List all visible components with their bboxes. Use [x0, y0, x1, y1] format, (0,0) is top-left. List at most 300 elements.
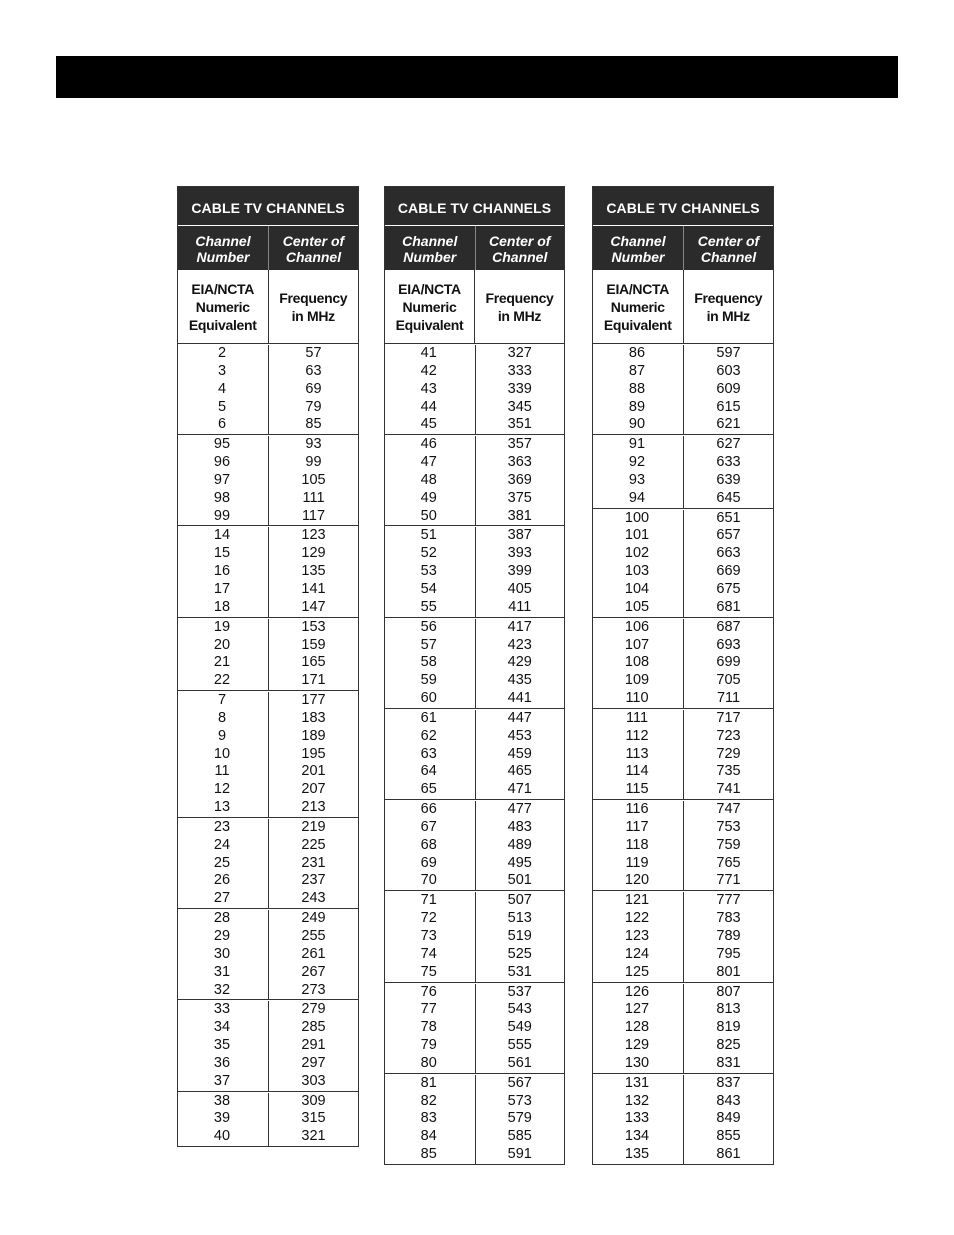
- table-row: [593, 563, 773, 581]
- frequency-cell: 783: [683, 910, 773, 928]
- channel-number-cell: 67: [420, 818, 437, 835]
- frequency-cell: 555: [475, 1037, 565, 1055]
- channel-number-cell: 122: [624, 910, 650, 927]
- channel-number-cell: 86: [628, 345, 646, 361]
- table-row: [385, 946, 564, 964]
- table-row: [385, 801, 564, 819]
- channel-number-cell: 23: [213, 818, 231, 835]
- frequency-cell: 327: [475, 345, 565, 363]
- frequency-cell: 477: [475, 801, 565, 819]
- channel-number-cell: 68: [420, 836, 437, 853]
- channel-number-cell: 116: [625, 801, 649, 818]
- table-row: [385, 964, 564, 982]
- frequency-cell: 303: [268, 1073, 358, 1091]
- frequency-cell: 591: [475, 1146, 565, 1164]
- frequency-cell: 357: [475, 436, 565, 454]
- table-row: [178, 563, 358, 581]
- table-row: [385, 454, 564, 472]
- channel-number-cell: 4: [217, 380, 227, 397]
- table-row: [385, 1037, 564, 1055]
- table-row: [385, 819, 564, 837]
- table-row: [593, 1146, 773, 1164]
- channel-number-cell: 7: [217, 692, 227, 709]
- channel-number-cell: 31: [213, 963, 231, 980]
- channel-number-cell: 47: [420, 454, 437, 471]
- channel-number-cell: 90: [628, 416, 646, 433]
- channel-number-cell: 134: [624, 1128, 650, 1145]
- frequency-cell: 381: [475, 508, 565, 526]
- table-row: [593, 454, 773, 472]
- frequency-cell: 831: [683, 1055, 773, 1073]
- channel-group: [385, 1074, 564, 1164]
- channel-number-cell: 35: [213, 1037, 231, 1054]
- frequency-cell: 519: [475, 928, 565, 946]
- table-title: CABLE TV CHANNELS: [385, 187, 564, 226]
- table-row: [178, 763, 358, 781]
- frequency-cell: 699: [683, 654, 773, 672]
- channel-number-cell: 80: [420, 1054, 437, 1071]
- channel-number-cell: 117: [625, 818, 649, 835]
- channel-number-cell: 21: [213, 654, 231, 671]
- frequency-cell: 489: [475, 837, 565, 855]
- table-row: [178, 545, 358, 563]
- table-row: [385, 363, 564, 381]
- channel-number-cell: 79: [420, 1037, 437, 1054]
- table-row: [385, 472, 564, 490]
- channel-number-cell: 64: [420, 763, 437, 780]
- table-row: [178, 599, 358, 617]
- frequency-cell: 435: [475, 672, 565, 690]
- frequency-cell: 663: [683, 545, 773, 563]
- table-row: [593, 1037, 773, 1055]
- table-row: [385, 690, 564, 708]
- table-row: [178, 710, 358, 728]
- channel-group: [178, 909, 358, 1000]
- frequency-cell: 837: [683, 1075, 773, 1093]
- table-row: [385, 1019, 564, 1037]
- frequency-cell: 573: [475, 1093, 565, 1111]
- channel-number-cell: 97: [213, 471, 231, 488]
- channel-number-cell: 34: [213, 1019, 231, 1036]
- channel-number-cell: 70: [420, 872, 437, 889]
- frequency-cell: 465: [475, 763, 565, 781]
- frequency-cell: 711: [683, 690, 773, 708]
- frequency-cell: 405: [475, 581, 565, 599]
- channel-group: [593, 709, 773, 800]
- channel-number-cell: 73: [420, 928, 437, 944]
- frequency-cell: 777: [683, 892, 773, 910]
- channel-number-cell: 11: [214, 763, 230, 780]
- table-row: [178, 692, 358, 710]
- frequency-cell: 759: [683, 837, 773, 855]
- table-row: [385, 527, 564, 545]
- channel-number-cell: 20: [213, 636, 231, 653]
- table-subheader: [593, 226, 773, 270]
- frequency-cell: 441: [475, 690, 565, 708]
- frequency-cell: 399: [475, 563, 565, 581]
- frequency-cell: 135: [268, 563, 358, 581]
- channel-number-cell: 94: [628, 489, 646, 506]
- frequency-cell: 243: [268, 890, 358, 908]
- frequency-cell: 531: [475, 964, 565, 982]
- table-row: [593, 837, 773, 855]
- channel-number-cell: 100: [624, 509, 650, 526]
- channel-number-cell: 42: [420, 362, 437, 379]
- channel-number-cell: 26: [213, 872, 231, 889]
- frequency-cell: 117: [268, 508, 358, 526]
- table-row: [178, 345, 358, 363]
- channel-number-cell: 50: [420, 507, 437, 524]
- table-row: [593, 1075, 773, 1093]
- frequency-cell: 279: [268, 1001, 358, 1019]
- table-row: [178, 1001, 358, 1019]
- frequency-cell: 507: [475, 892, 565, 910]
- frequency-cell: 339: [475, 381, 565, 399]
- eia-ncta-header: EIA/NCTA Numeric Equivalent: [603, 280, 672, 333]
- frequency-cell: 513: [475, 910, 565, 928]
- table-row: [385, 1001, 564, 1019]
- channel-number-cell: 102: [624, 545, 650, 562]
- frequency-cell: 225: [268, 837, 358, 855]
- channel-number-cell: 54: [420, 580, 437, 597]
- frequency-cell: 309: [268, 1093, 358, 1111]
- table-row: [385, 654, 564, 672]
- channel-number-cell: 99: [213, 507, 231, 524]
- frequency-cell: 693: [683, 637, 773, 655]
- channel-number-cell: 10: [213, 745, 231, 762]
- frequency-cell: 813: [683, 1001, 773, 1019]
- table-row: [385, 837, 564, 855]
- table-row: [385, 416, 564, 434]
- table-row: [593, 472, 773, 490]
- table-title: CABLE TV CHANNELS: [593, 187, 773, 226]
- frequency-cell: 297: [268, 1055, 358, 1073]
- frequency-cell: 567: [475, 1075, 565, 1093]
- channel-number-cell: 76: [420, 983, 437, 1000]
- table-row: [385, 599, 564, 617]
- channel-number-cell: 22: [213, 672, 231, 689]
- frequency-header: Frequency in MHz: [683, 270, 774, 343]
- table-row: [593, 728, 773, 746]
- table-row: [593, 928, 773, 946]
- channel-number-cell: 14: [213, 527, 231, 544]
- table-row: [593, 545, 773, 563]
- frequency-cell: 681: [683, 599, 773, 617]
- table-row: [593, 964, 773, 982]
- channel-number-cell: 32: [213, 981, 231, 998]
- frequency-cell: 189: [268, 728, 358, 746]
- channel-number-cell: 127: [624, 1001, 650, 1018]
- table-row: [178, 1093, 358, 1111]
- table-row: [178, 454, 358, 472]
- channel-number-cell: 2: [217, 345, 227, 361]
- channel-number-cell: 8: [217, 709, 227, 726]
- channel-number-cell: 77: [420, 1001, 437, 1018]
- frequency-cell: 669: [683, 563, 773, 581]
- frequency-cell: 411: [475, 599, 565, 617]
- channel-number-cell: 135: [624, 1146, 650, 1163]
- channel-number-cell: 12: [213, 781, 231, 798]
- channel-group: [178, 691, 358, 818]
- frequency-cell: 861: [683, 1146, 773, 1164]
- frequency-cell: 417: [475, 619, 565, 637]
- channel-number-cell: 85: [420, 1146, 437, 1163]
- frequency-cell: 609: [683, 381, 773, 399]
- table-row: [385, 619, 564, 637]
- channel-number-cell: 82: [420, 1092, 437, 1109]
- table-row: [178, 946, 358, 964]
- channel-number-cell: 17: [213, 580, 231, 597]
- frequency-cell: 675: [683, 581, 773, 599]
- table-row: [385, 436, 564, 454]
- channel-number-cell: 60: [420, 690, 437, 707]
- channel-number-cell: 46: [420, 436, 437, 453]
- channel-number-cell: 39: [213, 1110, 231, 1127]
- table-row: [385, 710, 564, 728]
- channel-group: [385, 526, 564, 617]
- table-row: [178, 781, 358, 799]
- frequency-cell: 153: [268, 619, 358, 637]
- channel-group: [178, 526, 358, 617]
- channel-number-cell: 33: [213, 1001, 231, 1018]
- channel-number-cell: 48: [420, 471, 437, 488]
- cable-table-3: [592, 186, 774, 1165]
- frequency-cell: 495: [475, 855, 565, 873]
- channel-number-cell: 96: [213, 454, 231, 471]
- table-row: [385, 746, 564, 764]
- table-row: [385, 1128, 564, 1146]
- table-row: [385, 563, 564, 581]
- channel-number-cell: 15: [213, 545, 231, 562]
- table-row: [593, 710, 773, 728]
- table-row: [593, 984, 773, 1002]
- frequency-cell: 267: [268, 964, 358, 982]
- frequency-cell: 483: [475, 819, 565, 837]
- eia-ncta-header: EIA/NCTA Numeric Equivalent: [188, 280, 257, 333]
- channel-number-cell: 106: [624, 618, 650, 635]
- table-row: [178, 490, 358, 508]
- channel-number-cell: 45: [420, 416, 437, 433]
- table-title: CABLE TV CHANNELS: [178, 187, 358, 226]
- frequency-cell: 123: [268, 527, 358, 545]
- frequency-cell: 111: [268, 490, 358, 508]
- channel-number-cell: 65: [420, 781, 437, 798]
- frequency-cell: 843: [683, 1093, 773, 1111]
- channel-number-cell: 3: [217, 362, 227, 379]
- frequency-cell: 429: [475, 654, 565, 672]
- table-subheader: [385, 226, 564, 270]
- table-row: [178, 928, 358, 946]
- channel-number-cell: 56: [420, 618, 437, 635]
- frequency-cell: 561: [475, 1055, 565, 1073]
- frequency-cell: 171: [268, 672, 358, 690]
- frequency-cell: 69: [268, 381, 358, 399]
- channel-number-cell: 9: [217, 727, 227, 744]
- frequency-cell: 789: [683, 928, 773, 946]
- channel-group: [593, 891, 773, 982]
- table-row: [178, 728, 358, 746]
- channel-number-cell: 19: [213, 618, 231, 635]
- channel-number-cell: 53: [420, 563, 437, 580]
- frequency-cell: 771: [683, 872, 773, 890]
- channel-number-cell: 40: [213, 1128, 231, 1145]
- table-column-header: [385, 270, 564, 344]
- table-row: [593, 527, 773, 545]
- frequency-cell: 219: [268, 819, 358, 837]
- channel-group: [178, 435, 358, 526]
- channel-number-cell: 24: [213, 836, 231, 853]
- channel-number-cell: 129: [624, 1037, 650, 1054]
- table-row: [593, 763, 773, 781]
- frequency-cell: 105: [268, 472, 358, 490]
- table-row: [385, 490, 564, 508]
- channel-number-cell: 121: [624, 892, 650, 909]
- table-row: [593, 910, 773, 928]
- frequency-cell: 615: [683, 399, 773, 417]
- table-row: [178, 1055, 358, 1073]
- frequency-cell: 753: [683, 819, 773, 837]
- table-row: [385, 581, 564, 599]
- table-row: [593, 1110, 773, 1128]
- channel-group: [178, 344, 358, 435]
- table-row: [385, 345, 564, 363]
- channel-number-cell: 5: [217, 398, 227, 415]
- channel-number-cell: 118: [625, 836, 649, 853]
- table-row: [593, 1019, 773, 1037]
- eia-ncta-header: EIA/NCTA Numeric Equivalent: [395, 280, 464, 333]
- channel-number-cell: 13: [213, 799, 231, 816]
- frequency-cell: 183: [268, 710, 358, 728]
- channel-number-cell: 92: [628, 454, 646, 471]
- table-row: [385, 872, 564, 890]
- channel-number-header: Channel Number: [402, 233, 458, 265]
- frequency-cell: 597: [683, 345, 773, 363]
- table-row: [385, 781, 564, 799]
- header-bar: [56, 56, 898, 98]
- table-row: [593, 801, 773, 819]
- channel-group: [593, 618, 773, 709]
- table-row: [593, 855, 773, 873]
- frequency-header: Frequency in MHz: [474, 270, 564, 343]
- channel-number-cell: 66: [420, 801, 437, 818]
- frequency-cell: 79: [268, 399, 358, 417]
- table-row: [593, 1093, 773, 1111]
- table-row: [593, 599, 773, 617]
- channel-group: [385, 344, 564, 435]
- channel-number-cell: 110: [625, 690, 649, 707]
- frequency-cell: 585: [475, 1128, 565, 1146]
- table-row: [385, 984, 564, 1002]
- channel-number-cell: 78: [420, 1019, 437, 1036]
- table-row: [593, 654, 773, 672]
- channel-group: [385, 435, 564, 526]
- channel-number-cell: 126: [624, 983, 650, 1000]
- table-row: [385, 1075, 564, 1093]
- frequency-cell: 291: [268, 1037, 358, 1055]
- channel-group: [593, 983, 773, 1074]
- frequency-cell: 237: [268, 872, 358, 890]
- channel-group: [385, 891, 564, 982]
- frequency-cell: 85: [268, 416, 358, 434]
- frequency-cell: 657: [683, 527, 773, 545]
- channel-number-cell: 88: [628, 380, 646, 397]
- frequency-cell: 525: [475, 946, 565, 964]
- center-of-channel-header: Center of Channel: [268, 226, 358, 270]
- table-row: [178, 819, 358, 837]
- channel-number-cell: 61: [420, 709, 437, 726]
- frequency-cell: 387: [475, 527, 565, 545]
- channel-number-header: Channel Number: [610, 233, 666, 265]
- table-row: [178, 1110, 358, 1128]
- table-row: [593, 690, 773, 708]
- channel-number-cell: 62: [420, 727, 437, 744]
- frequency-cell: 207: [268, 781, 358, 799]
- frequency-cell: 273: [268, 982, 358, 1000]
- channel-number-cell: 107: [624, 636, 650, 653]
- channel-number-cell: 104: [624, 580, 650, 597]
- frequency-cell: 453: [475, 728, 565, 746]
- frequency-cell: 855: [683, 1128, 773, 1146]
- frequency-cell: 177: [268, 692, 358, 710]
- channel-number-cell: 51: [420, 527, 437, 544]
- table-row: [385, 672, 564, 690]
- table-column-header: [593, 270, 773, 344]
- table-subheader: [178, 226, 358, 270]
- frequency-cell: 651: [683, 510, 773, 528]
- table-row: [178, 982, 358, 1000]
- channel-group: [593, 509, 773, 618]
- table-row: [385, 1055, 564, 1073]
- frequency-cell: 729: [683, 746, 773, 764]
- frequency-cell: 201: [268, 763, 358, 781]
- table-row: [593, 416, 773, 434]
- channel-number-cell: 27: [213, 890, 231, 907]
- channel-number-cell: 81: [420, 1074, 437, 1091]
- frequency-cell: 801: [683, 964, 773, 982]
- frequency-cell: 549: [475, 1019, 565, 1037]
- channel-number-cell: 124: [624, 945, 650, 962]
- frequency-cell: 141: [268, 581, 358, 599]
- channel-number-header: Channel Number: [195, 233, 251, 265]
- table-row: [385, 545, 564, 563]
- channel-number-cell: 29: [213, 928, 231, 944]
- frequency-cell: 393: [475, 545, 565, 563]
- channel-number-cell: 101: [624, 527, 650, 544]
- channel-number-cell: 133: [624, 1110, 650, 1127]
- frequency-cell: 147: [268, 599, 358, 617]
- frequency-cell: 333: [475, 363, 565, 381]
- table-row: [178, 363, 358, 381]
- channel-group: [593, 1074, 773, 1164]
- channel-number-cell: 113: [625, 745, 649, 762]
- table-row: [178, 746, 358, 764]
- table-row: [593, 436, 773, 454]
- table-row: [178, 381, 358, 399]
- channel-group: [178, 1092, 358, 1147]
- channel-number-cell: 25: [213, 854, 231, 871]
- channel-number-cell: 16: [213, 563, 231, 580]
- table-row: [385, 855, 564, 873]
- channel-number-cell: 115: [625, 781, 649, 798]
- table-row: [178, 508, 358, 526]
- table-row: [178, 654, 358, 672]
- frequency-cell: 807: [683, 984, 773, 1002]
- channel-number-cell: 59: [420, 672, 437, 689]
- frequency-cell: 159: [268, 637, 358, 655]
- channel-number-cell: 119: [625, 854, 649, 871]
- channel-number-cell: 109: [624, 672, 650, 689]
- frequency-cell: 795: [683, 946, 773, 964]
